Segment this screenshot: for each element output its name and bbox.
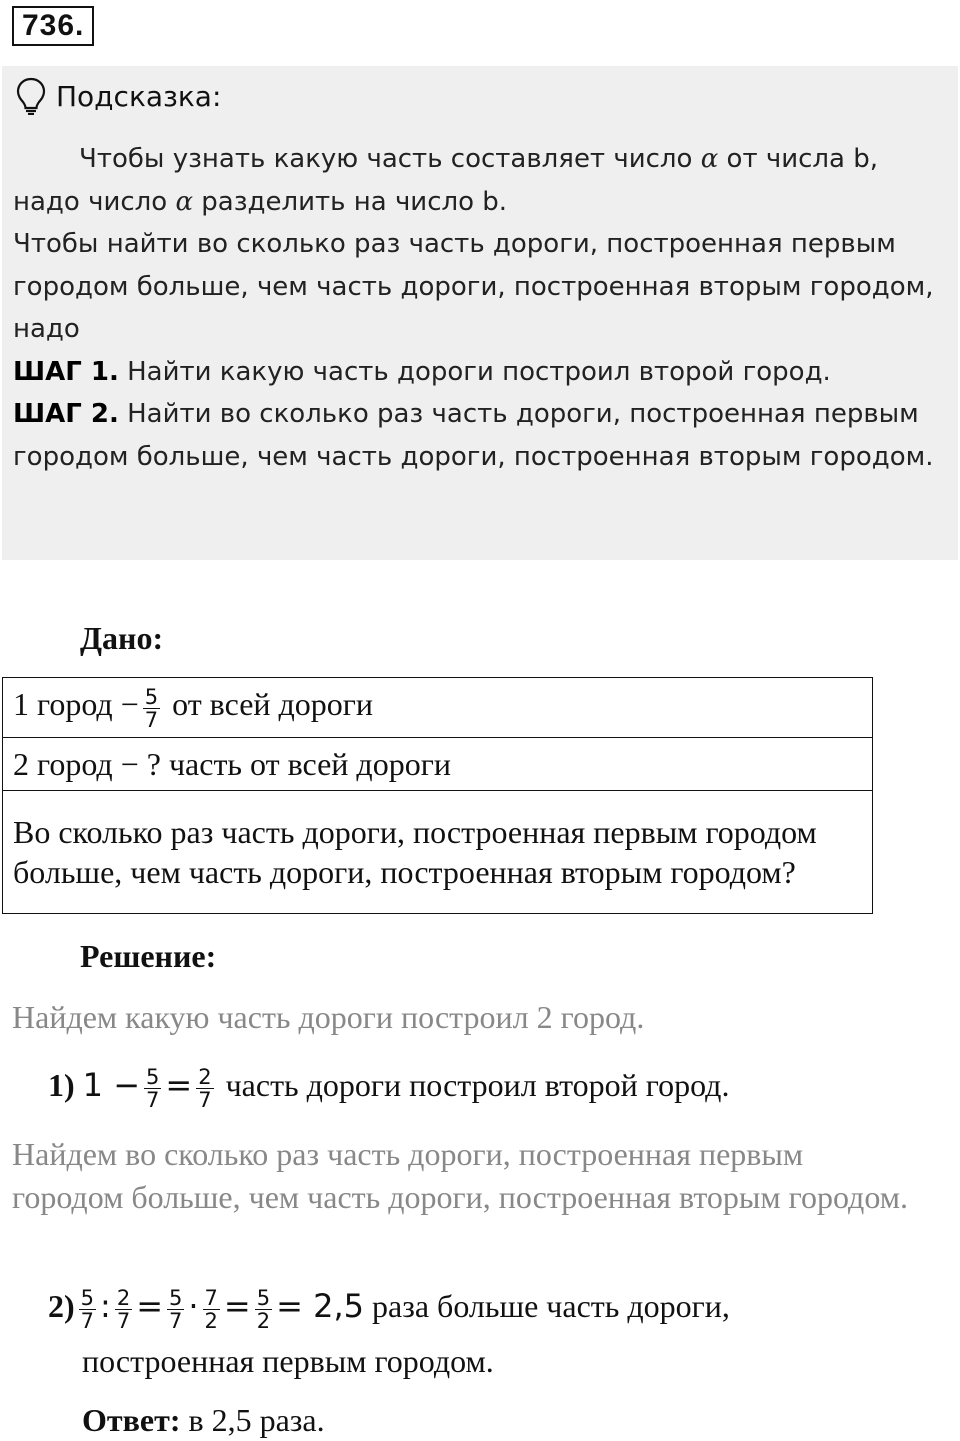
solution-note-1: Найдем какую часть дороги построил 2 город.: [12, 999, 645, 1035]
answer-label: Ответ:: [82, 1402, 181, 1438]
hint-step-2: ШАГ 2. Найти во сколько раз часть дороги, построенная первым городом больше, чем часть дороги, построенная вторым городом.: [13, 399, 934, 472]
hint-step-1: ШАГ 1. Найти какую часть дороги построил второй город.: [13, 356, 831, 387]
task-number: 736.: [12, 6, 94, 46]
given-table: [2, 677, 873, 914]
hint-para-2: Чтобы найти во сколько раз часть дороги, построенная первым городом больше, чем часть дороги, построенная вторым городом, надо: [13, 229, 934, 344]
solution-step-2-cont: построенная первым городом.: [82, 1343, 494, 1379]
fraction: $\frac{5}{7}$: [144, 684, 159, 732]
hint-para-1b: надо число α разделить на число b.: [13, 186, 508, 217]
given-title: Дано:: [80, 620, 164, 656]
fraction: $\frac{5}{7}$: [80, 1286, 95, 1334]
solution-step-1: 1) 1 − $\frac{5}{7}$ = $\frac{2}{7}$ часть дороги построил второй город.: [48, 1065, 730, 1113]
lightbulb-icon: [16, 77, 46, 115]
hint-header: [16, 72, 221, 120]
fraction: $\frac{7}{2}$: [204, 1286, 218, 1334]
step-1-label: ШАГ 1.: [13, 356, 119, 387]
variable-a: α: [700, 144, 719, 174]
given-row: [3, 791, 873, 914]
hint-para-1: Чтобы узнать какую часть составляет число α от числа b,: [79, 144, 878, 174]
answer: [82, 1400, 325, 1440]
solution-step-2: 2) $\frac{5}{7}$ : $\frac{2}{7}$ = $\frac{5}{7}$ · $\frac{7}{2}$ = $\frac{5}{2}$ = 2,5 раза больше часть дороги,: [48, 1286, 730, 1334]
answer-text: в 2,5 раза.: [180, 1402, 325, 1438]
given-cell-3: Во сколько раз часть дороги, построенная первым городом больше, чем часть дороги, построенная вторым городом?: [3, 791, 873, 914]
fraction: $\frac{5}{2}$: [256, 1286, 271, 1334]
solution-note-2: Найдем во сколько раз часть дороги, построенная первым городом больше, чем часть дороги, построенная вторым городом.: [12, 1136, 908, 1215]
hint-title: Подсказка:: [56, 79, 222, 113]
fraction: $\frac{2}{7}$: [198, 1065, 212, 1113]
given-cell-2: 2 город − ? часть от всей дороги: [3, 738, 873, 791]
step-2-label: ШАГ 2.: [13, 399, 119, 429]
solution-title: Решение:: [80, 938, 217, 974]
fraction: $\frac{5}{7}$: [169, 1286, 183, 1334]
given-row: [3, 738, 873, 791]
given-row: [3, 678, 873, 738]
fraction: $\frac{5}{7}$: [146, 1065, 160, 1113]
variable-a: α: [175, 186, 193, 217]
fraction: $\frac{2}{7}$: [116, 1286, 131, 1334]
hint-text: [13, 138, 948, 478]
given-cell-1: 1 город − $\frac{5}{7}$ от всей дороги: [3, 678, 873, 738]
